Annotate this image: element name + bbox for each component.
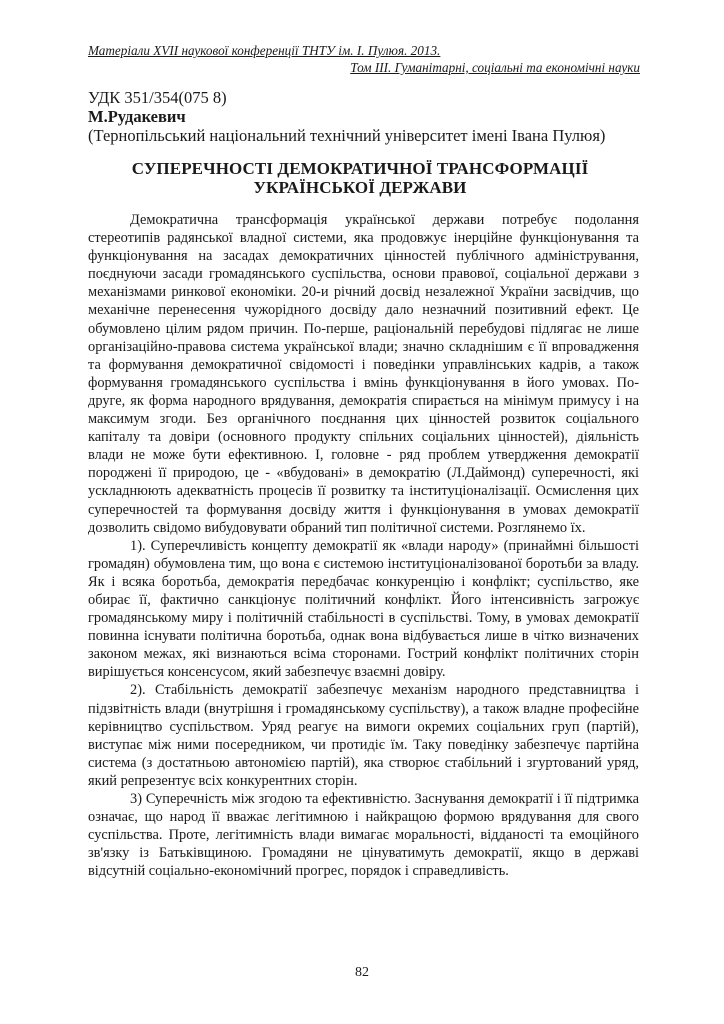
title-line-1: СУПЕРЕЧНОСТІ ДЕМОКРАТИЧНОЇ ТРАНСФОРМАЦІЇ [131, 159, 589, 178]
title-line-2: УКРАЇНСЬКОЇ ДЕРЖАВИ [253, 178, 467, 197]
header-conference-line: Матеріали XVІІ наукової конференції ТНТУ ім. І. Пулюя. 2013. [88, 43, 441, 58]
article-title [120, 159, 600, 197]
body-paragraph-2: 2). Стабільність демократії забезпечує механізм народного представництва і підзвітність влади (внутрішня і громадянському суспільству), а також владне професійне керівництво суспільством. Уряд реагує на вимоги окремих соціальних груп (партій), виступає між ними посередником, чи протидіє їм. Таку поведінку забезпечує партійна система (з достатньою автономією партій), яка створює стабільний і згуртований уряд, який репрезентує всіх конкурентних сторін. [88, 682, 639, 789]
author-name: М.Рудакевич [88, 107, 186, 126]
body-paragraph-3: 3) Суперечність між згодою та ефективністю. Заснування демократії і її підтримка означає, що народ її вважає легітимною і найкращою формою врядування для свого суспільства. Проте, легітимність влади вимагає моральності, відданості та емоційного зв'язку із Батьківщиною. Громадяни не цінуватимуть демократії, якщо в державі відсутній соціально-економічний прогрес, порядок і справедливість. [88, 791, 639, 880]
body-paragraph-1: 1). Суперечливість концепту демократії як «влади народу» (принаймні більшості громадян) обумовлена тим, що вона є системою інституціоналізованої боротьби за владу. Як і всяка боротьба, демократія передбачає конкуренцію і конфлікт; суспільство, яке обирає її, фактично санкціонує політичний конфлікт. Його інтенсивність загрожує громадянському миру і політичній стабільності в суспільстві. Тому, в умовах демократії повинна існувати політична боротьба, однак вона відбувається лише в чітко визначених законом межах, які визнаються всіма сторонами. Гострий конфлікт політичних сторін вирішується консенсусом, який забезпечує взаємні довіру. [88, 537, 639, 681]
header-volume-line: Том ІІІ. Гуманітарні, соціальні та економічні науки [350, 60, 640, 75]
page-number: 82 [355, 965, 369, 980]
udc-code: УДК 351/354(075 8) [88, 88, 227, 107]
body-paragraph-intro: Демократична трансформація української держави потребує подолання стереотипів радянської владної системи, яка продовжує інерційне функціонування та функціонування на засадах демократичних цінностей публічного адміністрування, поєднуючи засади громадянського суспільства, основи правової, соціальної держави з механізмами ринкової економіки. 20-и річний досвід незалежної України засвідчив, що механічне перенесення чужорідного досвіду дало незначний позитивний ефект. Це обумовлено цілим рядом причин. По-перше, раціональній перебудові підлягає не лише організаційно-правова система української влади; значно складнішим є її впровадження та формування демократичної свідомості і поведінки управлінських кадрів, а також формування громадянського суспільства і вмінь функціонування в його умовах. По-друге, як форма народного врядування, демократія спирається на мінімум примусу і на максимум згоди. Без органічного поєднання цих цінностей розвиток соціального капіталу та довіри (основного продукту спільних соціальних цінностей), діяльність влади не може бути ефективною. І, головне - ряд проблем утвердження демократії породжені її природою, це - «вбудовані» в демократію (Л.Даймонд) суперечності, які ускладнюють адекватність процесів її розвитку та інституціоналізації. Осмислення цих суперечностей та формування досвіду життя і функціонування в умовах демократії дозволить свідомо вибудовувати обраний тип політичної системи. Розглянемо їх. [88, 212, 639, 536]
article-meta [88, 88, 648, 146]
author-affiliation: (Тернопільський національний технічний університет імені Івана Пулюя) [88, 126, 606, 145]
article-body [88, 211, 639, 880]
running-header [88, 42, 640, 76]
